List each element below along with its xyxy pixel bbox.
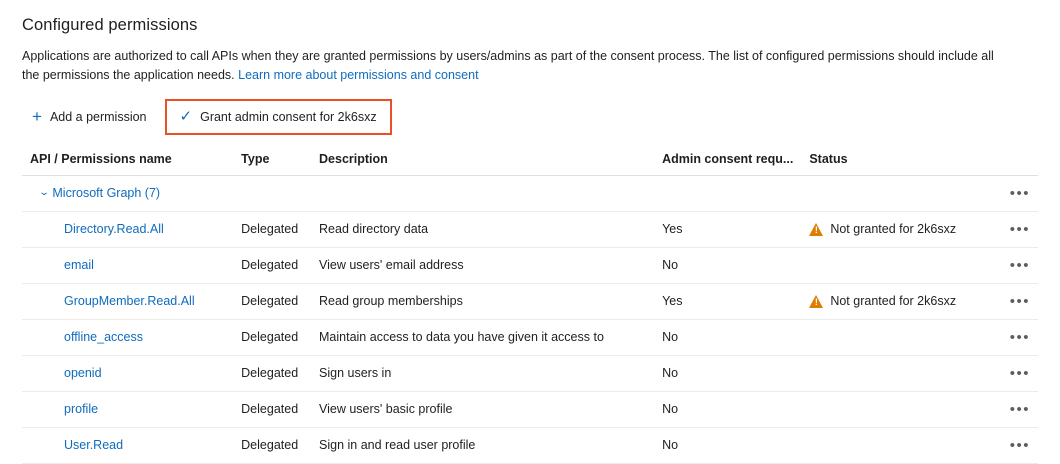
permission-description-cell: Sign in and read user profile [311, 427, 654, 463]
group-admin-consent-cell [654, 175, 801, 211]
row-menu-cell[interactable] [998, 247, 1038, 283]
permission-status-cell [801, 355, 998, 391]
group-menu-cell[interactable] [998, 175, 1038, 211]
permission-type-cell: Delegated [233, 211, 311, 247]
row-menu-cell[interactable] [998, 355, 1038, 391]
more-options-icon[interactable]: ••• [1009, 184, 1030, 202]
permission-link[interactable]: GroupMember.Read.All [64, 294, 195, 309]
permission-type-cell: Delegated [233, 355, 311, 391]
intro-paragraph: Applications are authorized to call APIs when they are granted permissions by users/admins as part of the consent process. The list of configured permissions should include all the permissions the application needs. [22, 49, 994, 83]
more-options-icon[interactable]: ••• [1009, 364, 1030, 382]
table-row[interactable] [22, 355, 1038, 391]
permission-status-cell [801, 283, 998, 319]
permission-name-cell[interactable] [22, 211, 233, 247]
row-menu-cell[interactable] [998, 427, 1038, 463]
column-header-api: API / Permissions name [22, 148, 233, 176]
checkmark-icon: ✓ [179, 108, 193, 126]
table-header-row [22, 148, 1038, 176]
learn-more-link[interactable]: Learn more about permissions and consent [238, 68, 479, 83]
chevron-down-icon[interactable]: ⌄ [38, 187, 50, 198]
grant-admin-consent-button[interactable] [170, 102, 387, 132]
permissions-table [22, 148, 1038, 464]
permission-name-cell[interactable] [22, 247, 233, 283]
permission-name-cell[interactable] [22, 391, 233, 427]
column-header-status: Status [801, 148, 998, 176]
permission-status-cell [801, 427, 998, 463]
permission-name-cell[interactable] [22, 355, 233, 391]
add-permission-button[interactable] [22, 102, 157, 132]
permission-admin-consent-cell: No [654, 247, 801, 283]
permission-admin-consent-cell: Yes [654, 283, 801, 319]
permission-status-cell [801, 247, 998, 283]
table-row[interactable] [22, 211, 1038, 247]
permission-link[interactable]: openid [64, 366, 102, 381]
row-menu-cell[interactable] [998, 319, 1038, 355]
status-text: Not granted for 2k6sxz [830, 294, 957, 309]
permission-status-cell [801, 391, 998, 427]
column-header-description: Description [311, 148, 654, 176]
group-toggle[interactable] [30, 186, 225, 200]
permission-description-cell: Maintain access to data you have given it access to [311, 319, 654, 355]
status-badge [809, 294, 990, 308]
grant-consent-highlight [165, 99, 392, 135]
row-menu-cell[interactable] [998, 391, 1038, 427]
permission-name-cell[interactable] [22, 283, 233, 319]
table-row[interactable] [22, 283, 1038, 319]
permission-status-cell [801, 319, 998, 355]
permission-status-cell [801, 211, 998, 247]
column-header-admin-consent: Admin consent requ... [654, 148, 801, 176]
more-options-icon[interactable]: ••• [1009, 256, 1030, 274]
table-row[interactable] [22, 247, 1038, 283]
permission-description-cell: View users' basic profile [311, 391, 654, 427]
group-status-cell [801, 175, 998, 211]
permission-description-cell: View users' email address [311, 247, 654, 283]
table-body [22, 175, 1038, 463]
group-description-cell [311, 175, 654, 211]
permission-link[interactable]: User.Read [64, 438, 124, 453]
table-row[interactable] [22, 319, 1038, 355]
grant-admin-consent-label: Grant admin consent for 2k6sxz [200, 109, 377, 124]
table-group-row[interactable] [22, 175, 1038, 211]
more-options-icon[interactable]: ••• [1009, 328, 1030, 346]
more-options-icon[interactable]: ••• [1009, 220, 1030, 238]
group-label[interactable]: Microsoft Graph (7) [52, 186, 161, 201]
permission-link[interactable]: Directory.Read.All [64, 222, 164, 237]
permission-admin-consent-cell: Yes [654, 211, 801, 247]
permission-admin-consent-cell: No [654, 355, 801, 391]
row-menu-cell[interactable] [998, 211, 1038, 247]
permission-description-cell: Read group memberships [311, 283, 654, 319]
warning-icon [809, 295, 823, 308]
permission-type-cell: Delegated [233, 283, 311, 319]
column-header-menu [998, 148, 1038, 176]
status-badge [809, 222, 990, 236]
permission-name-cell[interactable] [22, 427, 233, 463]
table-row[interactable] [22, 391, 1038, 427]
column-header-type: Type [233, 148, 311, 176]
permission-link[interactable]: offline_access [64, 330, 143, 345]
group-name-cell[interactable] [22, 175, 233, 211]
permission-type-cell: Delegated [233, 247, 311, 283]
page-title: Configured permissions [22, 16, 198, 34]
add-permission-label: Add a permission [49, 109, 147, 124]
status-text: Not granted for 2k6sxz [830, 222, 957, 237]
table-header [22, 148, 1038, 176]
permission-description-cell: Sign users in [311, 355, 654, 391]
permission-link[interactable]: profile [64, 402, 99, 417]
permission-admin-consent-cell: No [654, 319, 801, 355]
row-menu-cell[interactable] [998, 283, 1038, 319]
intro-text [22, 47, 1012, 86]
more-options-icon[interactable]: ••• [1009, 400, 1030, 418]
permission-type-cell: Delegated [233, 319, 311, 355]
permission-link[interactable]: email [64, 258, 94, 273]
table-row[interactable] [22, 427, 1038, 463]
permission-description-cell: Read directory data [311, 211, 654, 247]
permission-type-cell: Delegated [233, 391, 311, 427]
permission-name-cell[interactable] [22, 319, 233, 355]
more-options-icon[interactable]: ••• [1009, 436, 1030, 454]
command-bar [22, 100, 1038, 134]
permission-type-cell: Delegated [233, 427, 311, 463]
more-options-icon[interactable]: ••• [1009, 292, 1030, 310]
permission-admin-consent-cell: No [654, 391, 801, 427]
warning-icon [809, 223, 823, 236]
group-type-cell [233, 175, 311, 211]
permission-admin-consent-cell: No [654, 427, 801, 463]
plus-icon: + [32, 107, 42, 127]
